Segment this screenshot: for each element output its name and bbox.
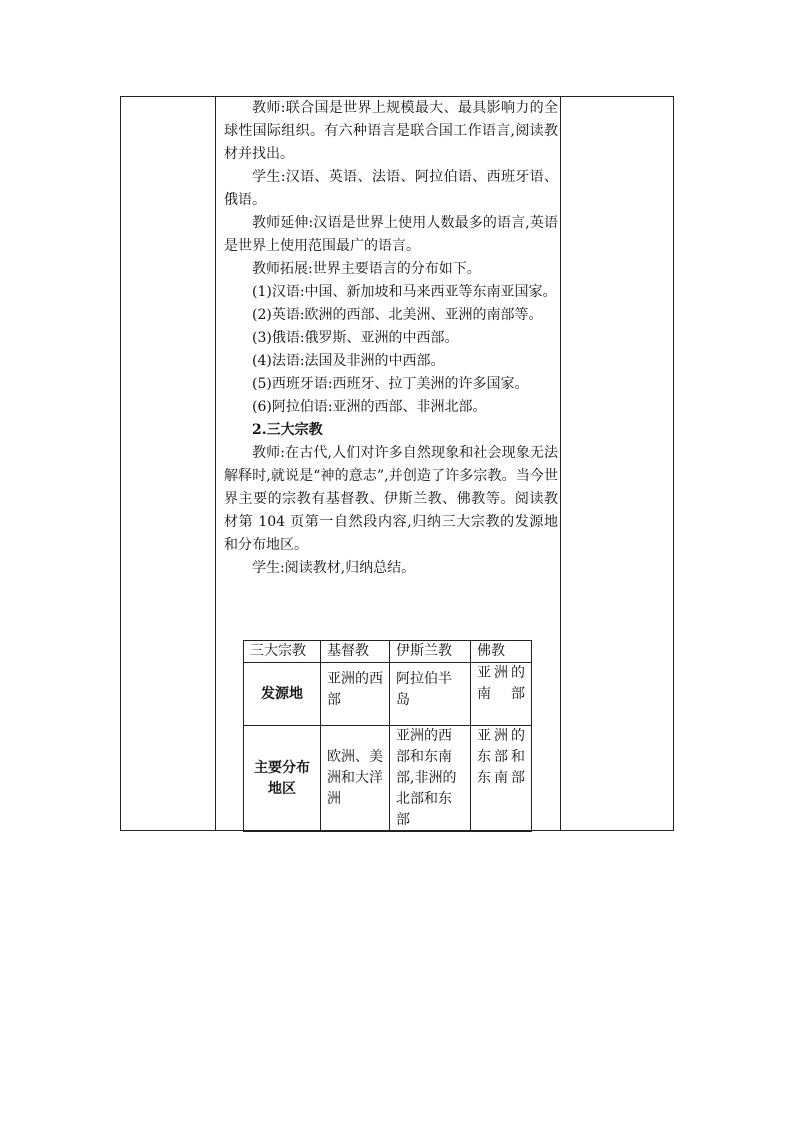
religion-table (243, 640, 532, 832)
table-header-cell: 佛教 (471, 641, 532, 663)
lesson-content (224, 97, 558, 580)
table-cell: 亚洲的东部和东南部 (471, 726, 532, 832)
table-cell: 亚洲的南部 (471, 663, 532, 726)
table-header-row (244, 641, 532, 663)
table-header-cell: 三大宗教 (244, 641, 321, 663)
table-cell: 欧洲、美洲和大洋洲 (321, 726, 390, 832)
column-divider-left (215, 97, 216, 830)
table-row (244, 726, 532, 832)
paragraph: (3)俄语:俄罗斯、亚洲的中西部。 (252, 330, 459, 346)
table-header-cell: 伊斯兰教 (390, 641, 471, 663)
paragraph: (1)汉语:中国、新加坡和马来西亚等东南亚国家。 (252, 284, 557, 300)
table-header-cell: 基督教 (321, 641, 390, 663)
paragraph: 教师:联合国是世界上规模最大、最具影响力的全球性国际组织。有六种语言是联合国工作语言,阅读教材并找出。 (224, 100, 558, 162)
table-cell: 亚洲的西部和东南部,非洲的北部和东部 (390, 726, 471, 832)
row-label: 主要分布地区 (244, 726, 321, 832)
student-line: 学生:阅读教材,归纳总结。 (252, 560, 416, 576)
paragraph: 教师延伸:汉语是世界上使用人数最多的语言,英语是世界上使用范围最广的语言。 (224, 215, 558, 254)
paragraph: (2)英语:欧洲的西部、北美洲、亚洲的南部等。 (252, 307, 543, 323)
section-heading: 2.三大宗教 (252, 422, 323, 438)
paragraph: (5)西班牙语:西班牙、拉丁美洲的许多国家。 (252, 376, 529, 392)
paragraph: 教师拓展:世界主要语言的分布如下。 (252, 261, 481, 277)
paragraph: 学生:汉语、英语、法语、阿拉伯语、西班牙语、俄语。 (224, 169, 558, 208)
paragraph: 教师:在古代,人们对许多自然现象和社会现象无法解释时,就说是“神的意志”,并创造了许多宗教。当今世界主要的宗教有基督教、伊斯兰教、佛教等。阅读教材第 104 页第一自然段内容,归纳三大宗教的发源地和分布地区。 (224, 445, 558, 553)
row-label: 发源地 (244, 663, 321, 726)
table-cell: 阿拉伯半岛 (390, 663, 471, 726)
table-cell: 亚洲的西部 (321, 663, 390, 726)
paragraph: (6)阿拉伯语:亚洲的西部、非洲北部。 (252, 399, 487, 415)
paragraph: (4)法语:法国及非洲的中西部。 (252, 353, 445, 369)
lesson-table (120, 96, 674, 831)
column-divider-right (560, 97, 561, 830)
table-row (244, 663, 532, 726)
